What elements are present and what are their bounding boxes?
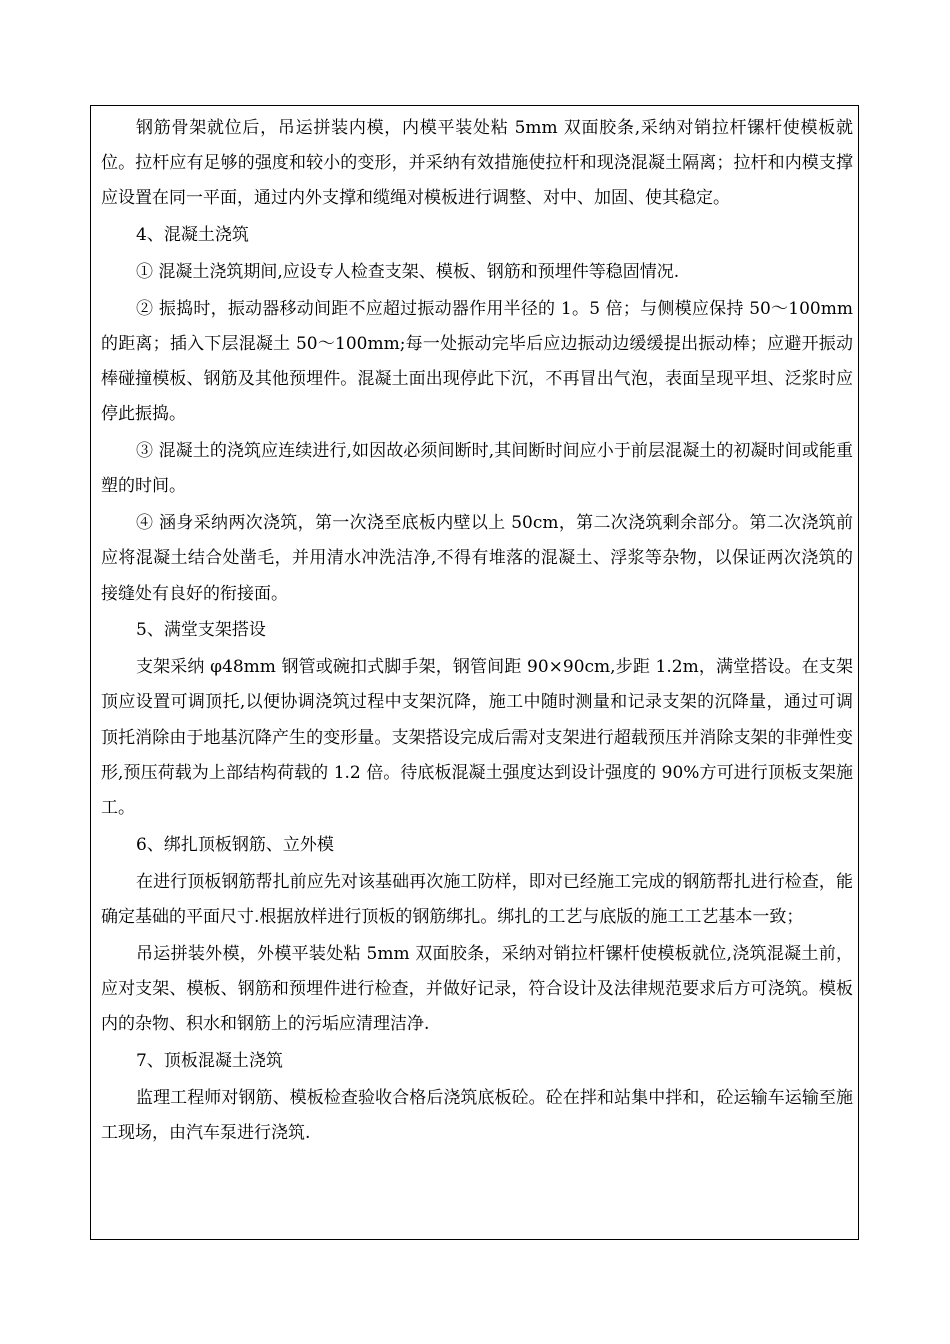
document-body xyxy=(101,111,853,1153)
paragraph-formwork-inner: 钢筋骨架就位后，吊运拼装内模，内模平装处粘 5mm 双面胶条,采纳对销拉杆镙杆使模板就位。拉杆应有足够的强度和较小的变形，并采纳有效措施使拉杆和现浇混凝土隔离；拉杆和内模支撑应设置在同一平面，通过内外支撑和缆绳对模板进行调整、对中、加固、使其稳定。 xyxy=(101,118,853,209)
paragraph-formwork-outer: 吊运拼装外模，外模平装处粘 5mm 双面胶条，采纳对销拉杆镙杆使模板就位,浇筑混凝土前，应对支架、模板、钢筋和预埋件进行检查，并做好记录，符合设计及法律规范要求后方可浇筑。模板内的杂物、积水和钢筋上的污垢应清理洁净. xyxy=(101,943,853,1035)
paragraph-scaffold: 支架采纳 φ48mm 钢管或碗扣式脚手架，钢管间距 90×90cm,步距 1.2m，满堂搭设。在支架顶应设置可调顶托,以便协调浇筑过程中支架沉降，施工中随时测量和记录支架的沉降量，通过可调顶托消除由于地基沉降产生的变形量。支架搭设完成后需对支架进行超载预压并消除支架的非弹性变形,预压荷载为上部结构荷载的 1.2 倍。待底板混凝土强度达到设计强度的 90%方可进行顶板支架施工。 xyxy=(101,657,853,819)
heading-scaffold: 5、满堂支架搭设 xyxy=(136,620,266,641)
heading-concrete-pouring: 4、混凝土浇筑 xyxy=(136,225,249,246)
paragraph-item-3: ③ 混凝土的浇筑应连续进行,如因故必须间断时,其间断时间应小于前层混凝土的初凝时间或能重塑的时间。 xyxy=(101,441,853,497)
paragraph-item-4: ④ 涵身采纳两次浇筑，第一次浇至底板内壁以上 50cm，第二次浇筑剩余部分。第二次浇筑前应将混凝土结合处凿毛，并用清水冲洗洁净,不得有堆落的混凝土、浮浆等杂物，以保证两次浇筑的接缝处有良好的衔接面。 xyxy=(101,513,853,604)
heading-top-slab-pouring: 7、顶板混凝土浇筑 xyxy=(136,1050,283,1071)
paragraph-item-2: ② 振捣时，振动器移动间距不应超过振动器作用半径的 1。5 倍；与侧模应保持 50～100mm 的距离；插入下层混凝土 50～100mm;每一处振动完毕后应边振动边缓缓提出振动棒；应避开振动棒碰撞模板、钢筋及其他预埋件。混凝土面出现停此下沉，不再冒出气泡，表面呈现平坦、泛浆时应停此振捣。 xyxy=(101,298,853,425)
heading-top-slab-rebar: 6、绑扎顶板钢筋、立外模 xyxy=(136,834,334,855)
paragraph-top-slab-pouring: 监理工程师对钢筋、模板检查验收合格后浇筑底板砼。砼在拌和站集中拌和，砼运输车运输至施工现场，由汽车泵进行浇筑. xyxy=(101,1087,853,1143)
paragraph-item-1: ① 混凝土浇筑期间,应设专人检查支架、模板、钢筋和预埋件等稳固情况. xyxy=(136,262,680,282)
paragraph-rebar-check: 在进行顶板钢筋帮扎前应先对该基础再次施工防样，即对已经施工完成的钢筋帮扎进行检查，能确定基础的平面尺寸.根据放样进行顶板的钢筋绑扎。绑扎的工艺与底版的施工工艺基本一致； xyxy=(101,871,853,927)
